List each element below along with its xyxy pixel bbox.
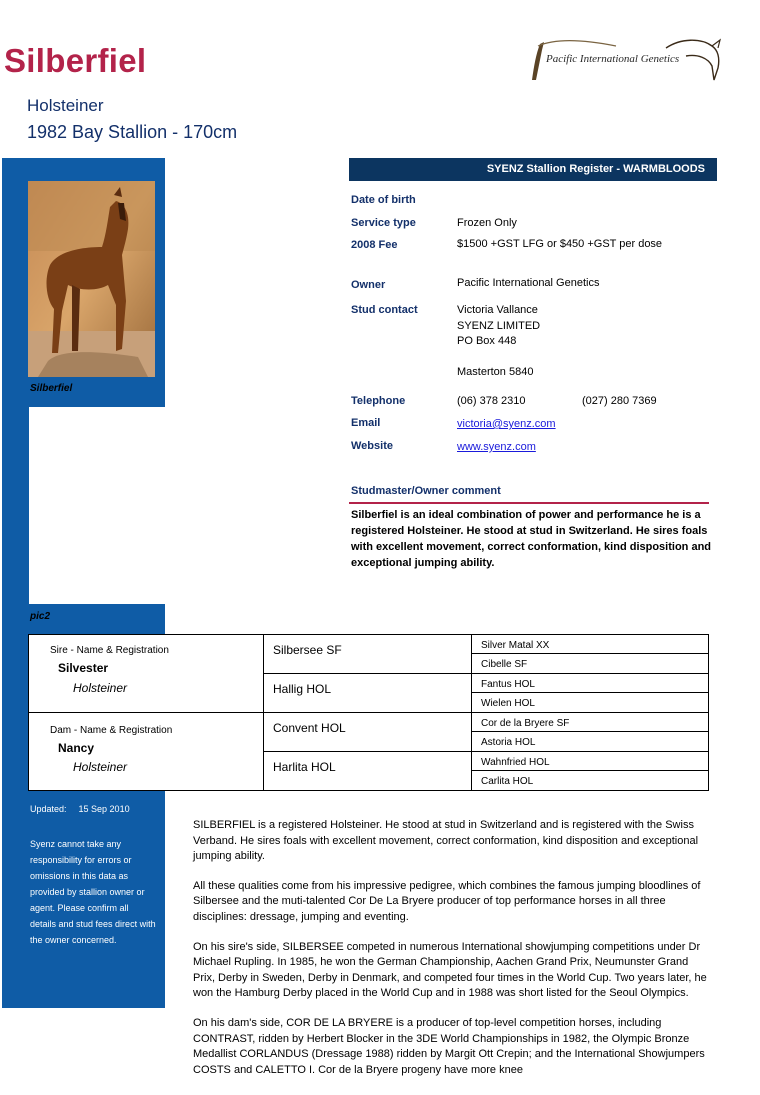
- email-label: Email: [351, 417, 381, 429]
- service-type-value: Frozen Only: [457, 217, 517, 229]
- stud-contact-line: SYENZ LIMITED: [457, 320, 541, 332]
- pedigree-gen3-name: Carlita HOL: [481, 776, 534, 787]
- sidebar-pic2-panel: [2, 604, 165, 635]
- pedigree-gen3-name: Wahnfried HOL: [481, 757, 550, 768]
- description-paragraph: On his dam's side, COR DE LA BRYERE is a producer of top-level competition horses, including CONTRAST, ridden by Herbert Blocker in the 3DE World Championships in 1982, the Olympic Bronze Medallist CORLANDUS (Dressage 1988) ridden by Margit Ott Crepin; and the International Showjumpers COSTS and CALETTO I. Cor de la Bryere progeny have more knee: [193, 1016, 705, 1076]
- logo-text: Pacific International Genetics: [546, 53, 680, 65]
- pedigree-gen2-name: Convent HOL: [273, 721, 346, 735]
- register-title: SYENZ Stallion Register - WARMBLOODS: [486, 163, 705, 175]
- fee-label: 2008 Fee: [351, 239, 398, 251]
- stud-contact-line: Masterton 5840: [457, 366, 534, 378]
- pedigree-gen3-name: Wielen HOL: [481, 698, 535, 709]
- page-subtitle: 1982 Bay Stallion - 170cm: [27, 122, 238, 142]
- stud-contact-line: PO Box 448: [457, 335, 517, 347]
- pedigree-gen3-name: Fantus HOL: [481, 679, 535, 690]
- pedigree-gen3-cell: [471, 692, 709, 713]
- pedigree-dam-box: [28, 712, 264, 791]
- pedigree-gen2-cell: [263, 673, 472, 713]
- stud-contact-line: Victoria Vallance: [457, 304, 538, 316]
- breed-heading: Holsteiner: [27, 96, 104, 115]
- dam-label: Dam - Name & Registration: [50, 725, 173, 736]
- updated-date: 15 Sep 2010: [78, 804, 130, 814]
- telephone-label: Telephone: [351, 395, 406, 407]
- comment-body: Silberfiel is an ideal combination of power and performance he is a registered Holsteiner. He stood at stud in Switzerland. He sires foals with excellent movement, correct conformation, kind disposition and exceptional jumping ability.: [351, 509, 712, 569]
- owner-label: Owner: [351, 279, 386, 291]
- pedigree-gen3-cell: [471, 653, 709, 674]
- pedigree-gen3-cell: [471, 770, 709, 791]
- photo-caption: Silberfiel: [30, 383, 73, 394]
- pedigree-gen3-name: Astoria HOL: [481, 737, 536, 748]
- telephone-primary: (06) 378 2310: [457, 395, 526, 407]
- register-header-bar: [349, 158, 717, 181]
- disclaimer-text: Syenz cannot take any responsibility for errors or omissions in this data as provided by stallion owner or agent. Please confirm all details and stud fees direct with the owner concerned.: [30, 839, 156, 945]
- updated-stamp: [30, 804, 130, 814]
- pedigree-gen2-name: Silbersee SF: [273, 643, 342, 657]
- sire-name: Silvester: [58, 661, 109, 675]
- pedigree-gen3-cell: [471, 673, 709, 693]
- sire-breed: Holsteiner: [73, 681, 128, 695]
- website-link[interactable]: www.syenz.com: [457, 441, 536, 453]
- telephone-mobile: (027) 280 7369: [582, 395, 657, 407]
- comment-heading: Studmaster/Owner comment: [351, 485, 501, 497]
- pedigree-gen2-name: Hallig HOL: [273, 682, 332, 696]
- pic2-label: pic2: [30, 611, 51, 622]
- description-paragraph: All these qualities come from his impressive pedigree, which combines the famous jumping bloodlines of Silbersee and the muti-talented Cor De La Bryere producer of top performance horses in all three disciplines: dressage, jumping and eventing.: [193, 879, 701, 923]
- pedigree-gen3-cell: [471, 634, 709, 654]
- updated-label: Updated:: [30, 804, 67, 814]
- pedigree-gen2-cell: [263, 751, 472, 791]
- page-title: Silberfiel: [4, 42, 147, 79]
- website-label: Website: [351, 440, 393, 452]
- email-link[interactable]: victoria@syenz.com: [457, 418, 556, 430]
- description-paragraph: SILBERFIEL is a registered Holsteiner. He stood at stud in Switzerland and is registered with the Swiss Verband. He sires foals with excellent movement, correct conformation, kind disposition and exceptional jumping ability.: [193, 819, 699, 863]
- pedigree-gen3-name: Silver Matal XX: [481, 640, 550, 651]
- pedigree-gen3-name: Cibelle SF: [481, 659, 528, 670]
- pedigree-gen3-cell: [471, 712, 709, 732]
- service-type-label: Service type: [351, 217, 416, 229]
- description-paragraph: On his sire's side, SILBERSEE competed in numerous International showjumping competitions under Dr Michael Rupling. In 1985, he won the German Championship, Aachen Grand Prix, Neumunster Grand Prix, Derby in Sweden, Derby in Denmark, and competed four times in the World Cup. Two years later, he won the Hamburg Derby placed in the World Cup and in 1988 was short listed for the Seoul Olympics.: [193, 940, 707, 1000]
- stallion-photo: [28, 181, 155, 377]
- fee-value: $1500 +GST LFG or $450 +GST per dose: [457, 238, 663, 250]
- pedigree-gen3-name: Cor de la Bryere SF: [481, 718, 570, 729]
- stud-contact-label: Stud contact: [351, 304, 418, 316]
- dam-breed: Holsteiner: [73, 760, 128, 774]
- pedigree-sire-box: [28, 634, 264, 713]
- comment-divider: [349, 502, 709, 504]
- pedigree-gen2-cell: [263, 712, 472, 752]
- pedigree-gen3-cell: [471, 731, 709, 752]
- dob-label: Date of birth: [351, 194, 416, 206]
- dam-name: Nancy: [58, 741, 95, 755]
- pedigree-gen2-name: Harlita HOL: [273, 760, 336, 774]
- pedigree-gen3-cell: [471, 751, 709, 771]
- sire-label: Sire - Name & Registration: [50, 645, 169, 656]
- pedigree-gen2-cell: [263, 634, 472, 674]
- owner-value: Pacific International Genetics: [457, 277, 600, 289]
- description-text: [193, 818, 713, 1092]
